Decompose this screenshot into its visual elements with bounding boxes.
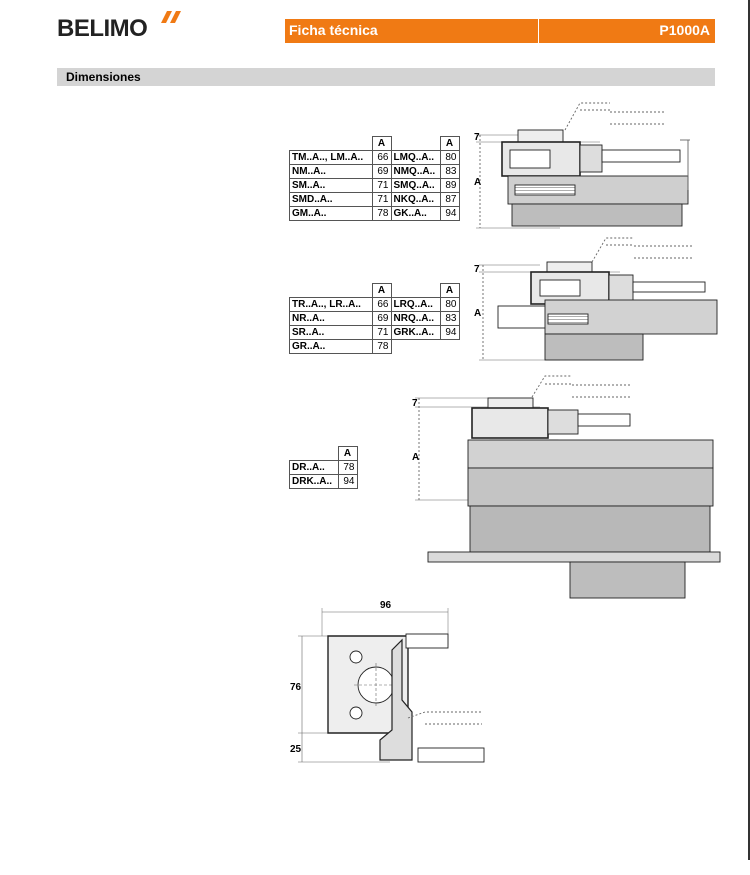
- column-header-a: A: [440, 137, 459, 151]
- column-header-a: A: [372, 137, 391, 151]
- actuator-drawing-1: [476, 103, 690, 228]
- document-type: Ficha técnica: [289, 22, 378, 38]
- table-row: DR..A.. 78: [290, 461, 358, 475]
- dim-label-width: 96: [380, 600, 392, 611]
- table-row: SM..A.. 71 SMQ..A.. 89: [290, 179, 460, 193]
- table-row: DRK..A.. 94: [290, 475, 358, 489]
- table-row: SMD..A.. 71 NKQ..A.. 87: [290, 193, 460, 207]
- table-row: SR..A.. 71 GRK..A.. 94: [290, 326, 460, 340]
- dim-label-a: A: [474, 308, 482, 319]
- table-row: TM..A.., LM..A.. 66 LMQ..A.. 80: [290, 151, 460, 165]
- column-header-a: A: [440, 284, 459, 298]
- table-row: NR..A.. 69 NRQ..A.. 83: [290, 312, 460, 326]
- section-title: Dimensiones: [66, 70, 141, 84]
- dim-label-7: 7: [474, 264, 480, 275]
- dim-label-a: A: [474, 177, 482, 188]
- product-code: P1000A: [659, 22, 710, 38]
- dim-label-lower: 25: [290, 744, 302, 755]
- actuator-drawing-2: [479, 238, 717, 360]
- table-row: GM..A.. 78 GK..A.. 94: [290, 207, 460, 221]
- column-header-a: A: [372, 284, 391, 298]
- dim-label-height: 76: [290, 682, 302, 693]
- bracket-drawing: [298, 608, 484, 762]
- dim-label-7: 7: [474, 132, 480, 143]
- table-row: GR..A.. 78: [290, 340, 460, 354]
- table-row: NM..A.. 69 NMQ..A.. 83: [290, 165, 460, 179]
- table-row: TR..A.., LR..A.. 66 LRQ..A.. 80: [290, 298, 460, 312]
- actuator-drawing-3: [415, 376, 720, 598]
- column-header-a: A: [338, 447, 357, 461]
- logo-text: BELIMO: [57, 15, 148, 42]
- dim-label-7: 7: [412, 398, 418, 409]
- dim-label-a: A: [412, 452, 420, 463]
